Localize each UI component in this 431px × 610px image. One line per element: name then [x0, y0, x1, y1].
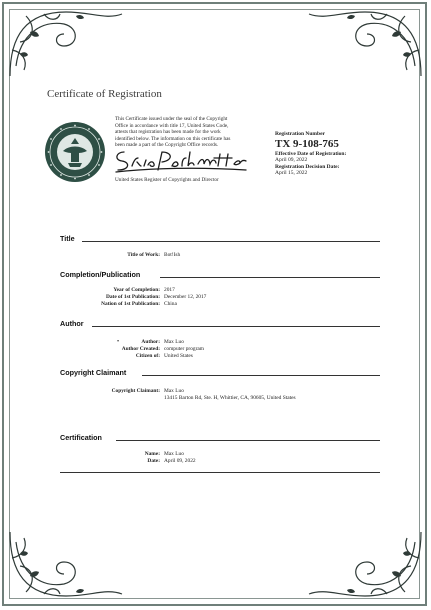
registration-info: [275, 131, 346, 177]
field-claimant-address: [60, 395, 296, 402]
field-label: Nation of 1st Publication:: [101, 301, 160, 307]
field-label: Author Created:: [121, 346, 160, 352]
field-value: December 12, 2017: [164, 294, 207, 300]
claimant-address: 13415 Barton Rd, Ste. H, Whittier, CA, 90605, United States: [164, 395, 296, 401]
field-label: Date of 1st Publication:: [105, 294, 160, 300]
section-heading-title: Title: [60, 234, 75, 243]
field-value: Max Luo: [164, 388, 184, 394]
section-heading-author: Author: [60, 319, 84, 328]
field-value: computer program: [164, 346, 204, 352]
field-label: Author:: [141, 339, 160, 345]
field-certification-date: [60, 458, 196, 465]
top-right-ornament: [305, 6, 425, 86]
section-rule: [160, 277, 380, 278]
bottom-right-ornament: [305, 522, 425, 602]
register-signature: [110, 146, 250, 174]
field-value: Bot!Ish: [164, 252, 181, 258]
decision-date: April 15, 2022: [275, 170, 308, 177]
section-end-rule: [60, 472, 380, 473]
statement-line: been made a part of the Copyright Office records.: [115, 142, 219, 148]
field-label: Citizen of:: [135, 353, 160, 359]
field-copyright-claimant: [60, 388, 184, 395]
section-rule: [116, 440, 380, 441]
field-value: 2017: [164, 287, 175, 293]
section-rule: [92, 326, 380, 327]
field-year-of-completion: [60, 287, 175, 294]
section-rule: [142, 375, 380, 376]
statement-line: attests that registration has been made for the work: [115, 129, 221, 135]
signature-caption: United States Register of Copyrights and Director: [115, 177, 219, 183]
decision-date-label: Registration Decision Date:: [275, 163, 340, 170]
field-title-of-work: [60, 252, 180, 259]
field-value: United States: [164, 353, 193, 359]
bottom-left-ornament: [6, 522, 126, 602]
field-citizen-of: [60, 353, 193, 360]
field-label: Title of Work:: [127, 252, 160, 258]
section-heading-claimant: Copyright Claimant: [60, 368, 127, 377]
section-heading-completion: Completion/Publication: [60, 270, 141, 279]
field-label: Year of Completion:: [113, 287, 160, 293]
certificate-title: Certificate of Registration: [47, 88, 162, 100]
field-label: Date:: [147, 458, 160, 464]
statement-line: This Certificate issued under the seal of the Copyright: [115, 116, 228, 122]
field-label: Name:: [144, 451, 160, 457]
field-value: China: [164, 301, 177, 307]
registration-number-label: Registration Number: [275, 131, 325, 137]
top-left-ornament: [6, 6, 126, 86]
field-nation-of-first-publication: [60, 301, 177, 308]
effective-date: April 09, 2022: [275, 157, 308, 164]
statement-line: identified below. The information on this certificate has: [115, 135, 231, 142]
registration-number: TX 9-108-765: [275, 137, 339, 150]
field-value: Max Luo: [164, 339, 184, 345]
certificate-statement: [115, 116, 275, 149]
field-date-of-first-publication: [60, 294, 206, 301]
section-rule: [82, 241, 380, 242]
field-label: Copyright Claimant:: [111, 388, 160, 394]
section-heading-certification: Certification: [60, 433, 102, 442]
author-bullet: •: [117, 339, 120, 345]
field-author-created: [60, 346, 204, 353]
copyright-office-seal-icon: [44, 121, 106, 183]
statement-line: Office in accordance with title 17, United States Code,: [115, 122, 229, 129]
field-value: Max Luo: [164, 451, 184, 457]
field-author: [60, 339, 184, 346]
field-certification-name: [60, 451, 184, 458]
field-value: April 09, 2022: [164, 458, 196, 464]
effective-date-label: Effective Date of Registration:: [275, 150, 347, 157]
